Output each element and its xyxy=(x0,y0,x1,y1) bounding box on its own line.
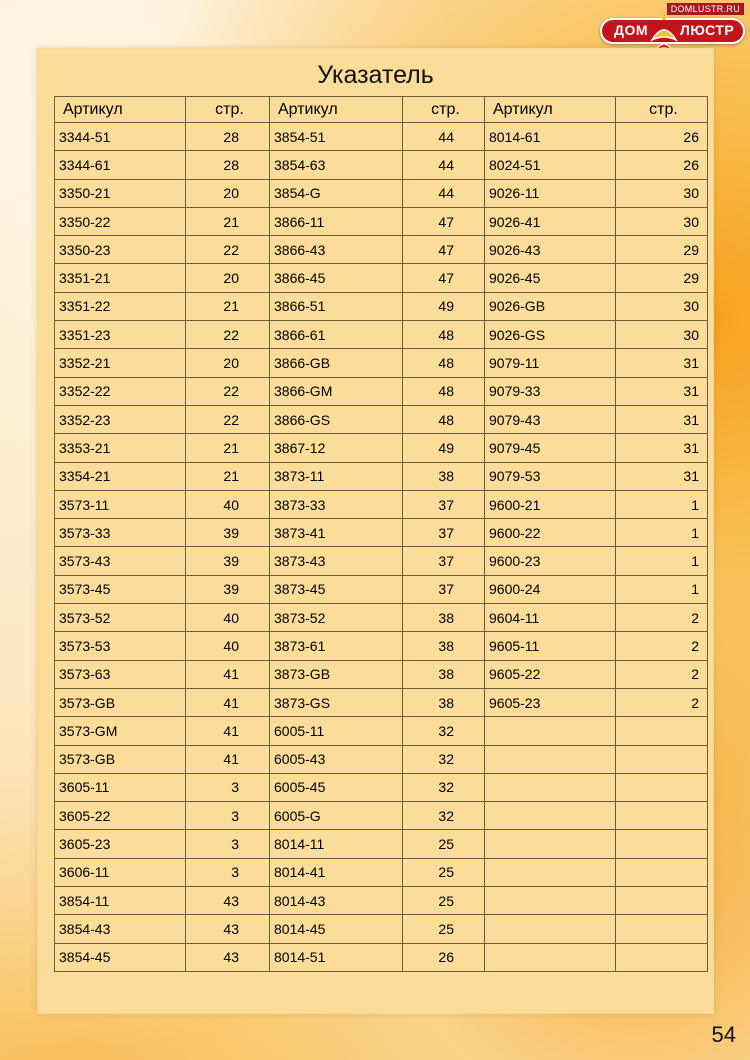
article-cell: 8014-11 xyxy=(270,830,403,858)
page-cell: 3 xyxy=(186,830,270,858)
page-cell: 43 xyxy=(186,943,270,971)
table-row xyxy=(55,292,708,320)
header-article: Артикул xyxy=(55,97,186,123)
page-cell: 38 xyxy=(403,660,485,688)
page-cell: 44 xyxy=(403,151,485,179)
table-row xyxy=(55,915,708,943)
article-cell: 3573-33 xyxy=(55,519,186,547)
page-cell: 44 xyxy=(403,179,485,207)
page-cell: 32 xyxy=(403,717,485,745)
page-cell: 1 xyxy=(616,575,708,603)
page-cell: 31 xyxy=(616,405,708,433)
article-cell: 8014-41 xyxy=(270,858,403,886)
article-cell: 3350-21 xyxy=(55,179,186,207)
article-cell: 3351-21 xyxy=(55,264,186,292)
page-cell: 31 xyxy=(616,349,708,377)
table-row xyxy=(55,405,708,433)
page-cell: 26 xyxy=(616,123,708,151)
article-cell: 3351-22 xyxy=(55,292,186,320)
page-cell: 38 xyxy=(403,688,485,716)
page-cell: 40 xyxy=(186,490,270,518)
article-cell: 9600-21 xyxy=(485,490,616,518)
table-row xyxy=(55,519,708,547)
page-cell: 28 xyxy=(186,151,270,179)
table-row xyxy=(55,943,708,971)
page-cell xyxy=(616,802,708,830)
article-cell: 3350-23 xyxy=(55,236,186,264)
page-cell: 31 xyxy=(616,462,708,490)
article-cell: 3353-21 xyxy=(55,434,186,462)
page-cell: 22 xyxy=(186,405,270,433)
page-cell: 41 xyxy=(186,660,270,688)
page-cell: 44 xyxy=(403,123,485,151)
article-cell: 3573-11 xyxy=(55,490,186,518)
header-page: стр. xyxy=(616,97,708,123)
page-cell: 25 xyxy=(403,830,485,858)
article-cell: 8024-51 xyxy=(485,151,616,179)
page-cell xyxy=(616,745,708,773)
page-cell: 39 xyxy=(186,547,270,575)
article-cell: 3573-52 xyxy=(55,604,186,632)
page-cell xyxy=(616,830,708,858)
article-cell: 3854-43 xyxy=(55,915,186,943)
page-cell: 38 xyxy=(403,604,485,632)
page-cell: 26 xyxy=(616,151,708,179)
article-cell: 3605-23 xyxy=(55,830,186,858)
article-cell xyxy=(485,802,616,830)
page-cell: 39 xyxy=(186,575,270,603)
page-cell: 2 xyxy=(616,604,708,632)
page-cell: 47 xyxy=(403,207,485,235)
page-cell: 25 xyxy=(403,858,485,886)
page-cell: 32 xyxy=(403,773,485,801)
article-cell: 9079-45 xyxy=(485,434,616,462)
article-cell: 3352-22 xyxy=(55,377,186,405)
article-cell: 3573-45 xyxy=(55,575,186,603)
page-cell: 40 xyxy=(186,604,270,632)
page-cell: 37 xyxy=(403,490,485,518)
page-cell: 22 xyxy=(186,236,270,264)
article-cell: 3873-GS xyxy=(270,688,403,716)
page-cell xyxy=(616,717,708,745)
page-cell: 25 xyxy=(403,887,485,915)
page-cell: 41 xyxy=(186,688,270,716)
header-page: стр. xyxy=(186,97,270,123)
index-table-body xyxy=(55,123,708,972)
table-row xyxy=(55,632,708,660)
table-header-row xyxy=(55,97,708,123)
page-cell xyxy=(616,887,708,915)
page-cell: 41 xyxy=(186,717,270,745)
article-cell: 9604-11 xyxy=(485,604,616,632)
article-cell: 3866-51 xyxy=(270,292,403,320)
article-cell: 3573-63 xyxy=(55,660,186,688)
page-cell xyxy=(616,943,708,971)
article-cell: 9600-23 xyxy=(485,547,616,575)
table-row xyxy=(55,547,708,575)
article-cell xyxy=(485,915,616,943)
article-cell: 3866-61 xyxy=(270,321,403,349)
page-cell: 29 xyxy=(616,264,708,292)
page-cell: 31 xyxy=(616,377,708,405)
page-cell: 22 xyxy=(186,377,270,405)
page-cell: 37 xyxy=(403,547,485,575)
page-cell: 38 xyxy=(403,462,485,490)
page-cell xyxy=(616,773,708,801)
article-cell: 3344-61 xyxy=(55,151,186,179)
article-cell: 9079-33 xyxy=(485,377,616,405)
article-cell: 3573-GB xyxy=(55,688,186,716)
table-row xyxy=(55,151,708,179)
page-cell: 1 xyxy=(616,519,708,547)
article-cell: 3351-23 xyxy=(55,321,186,349)
page-cell: 30 xyxy=(616,321,708,349)
article-cell: 3866-GS xyxy=(270,405,403,433)
index-table xyxy=(54,96,708,972)
page-cell: 43 xyxy=(186,887,270,915)
logo-word-right: ЛЮСТР xyxy=(680,22,735,38)
table-row xyxy=(55,575,708,603)
page-cell: 1 xyxy=(616,490,708,518)
article-cell: 3854-51 xyxy=(270,123,403,151)
page-cell: 30 xyxy=(616,179,708,207)
page-cell: 43 xyxy=(186,915,270,943)
page-title: Указатель xyxy=(317,61,434,89)
page-cell: 28 xyxy=(186,123,270,151)
article-cell: 3344-51 xyxy=(55,123,186,151)
article-cell xyxy=(485,830,616,858)
article-cell: 3873-61 xyxy=(270,632,403,660)
table-row xyxy=(55,490,708,518)
article-cell: 3873-11 xyxy=(270,462,403,490)
logo-word-left: ДОМ xyxy=(614,22,649,38)
article-cell xyxy=(485,887,616,915)
article-cell: 3573-GM xyxy=(55,717,186,745)
article-cell: 3866-45 xyxy=(270,264,403,292)
article-cell xyxy=(485,773,616,801)
table-row xyxy=(55,462,708,490)
page-cell: 32 xyxy=(403,802,485,830)
page-cell: 21 xyxy=(186,292,270,320)
article-cell: 9600-22 xyxy=(485,519,616,547)
header-article: Артикул xyxy=(270,97,403,123)
article-cell: 3873-45 xyxy=(270,575,403,603)
article-cell: 3573-43 xyxy=(55,547,186,575)
page-cell: 47 xyxy=(403,236,485,264)
page-cell: 48 xyxy=(403,349,485,377)
page-cell xyxy=(616,915,708,943)
article-cell: 9605-22 xyxy=(485,660,616,688)
page-cell: 37 xyxy=(403,519,485,547)
table-row xyxy=(55,236,708,264)
table-row xyxy=(55,604,708,632)
article-cell: 9026-GS xyxy=(485,321,616,349)
article-cell xyxy=(485,745,616,773)
table-row xyxy=(55,321,708,349)
page-cell: 48 xyxy=(403,405,485,433)
article-cell: 3854-45 xyxy=(55,943,186,971)
article-cell: 3873-43 xyxy=(270,547,403,575)
page-cell: 20 xyxy=(186,179,270,207)
page-cell: 2 xyxy=(616,688,708,716)
article-cell: 9026-41 xyxy=(485,207,616,235)
table-row xyxy=(55,434,708,462)
page-cell: 2 xyxy=(616,660,708,688)
table-row xyxy=(55,264,708,292)
article-cell: 3866-11 xyxy=(270,207,403,235)
page-cell: 49 xyxy=(403,292,485,320)
article-cell: 3866-GM xyxy=(270,377,403,405)
index-panel xyxy=(37,48,714,1014)
article-cell: 3354-21 xyxy=(55,462,186,490)
page-cell: 22 xyxy=(186,321,270,349)
page-cell: 48 xyxy=(403,377,485,405)
article-cell: 8014-43 xyxy=(270,887,403,915)
article-cell: 9079-43 xyxy=(485,405,616,433)
table-row xyxy=(55,802,708,830)
page-cell: 20 xyxy=(186,349,270,377)
article-cell xyxy=(485,858,616,886)
table-row xyxy=(55,377,708,405)
article-cell: 8014-51 xyxy=(270,943,403,971)
table-row xyxy=(55,858,708,886)
table-row xyxy=(55,830,708,858)
article-cell: 3854-G xyxy=(270,179,403,207)
table-row xyxy=(55,773,708,801)
page-cell: 20 xyxy=(186,264,270,292)
table-row xyxy=(55,717,708,745)
article-cell: 3866-GB xyxy=(270,349,403,377)
site-url: DOMLUSTR.RU xyxy=(667,3,744,15)
page-cell: 1 xyxy=(616,547,708,575)
article-cell: 9600-24 xyxy=(485,575,616,603)
article-cell: 6005-45 xyxy=(270,773,403,801)
article-cell: 9026-45 xyxy=(485,264,616,292)
article-cell: 3873-33 xyxy=(270,490,403,518)
page-cell: 3 xyxy=(186,802,270,830)
article-cell: 3352-23 xyxy=(55,405,186,433)
article-cell: 3873-52 xyxy=(270,604,403,632)
header-article: Артикул xyxy=(485,97,616,123)
page-cell: 30 xyxy=(616,207,708,235)
table-row xyxy=(55,179,708,207)
article-cell: 3350-22 xyxy=(55,207,186,235)
article-cell: 3873-GB xyxy=(270,660,403,688)
article-cell: 3866-43 xyxy=(270,236,403,264)
article-cell: 9026-GB xyxy=(485,292,616,320)
article-cell: 3854-63 xyxy=(270,151,403,179)
article-cell: 6005-11 xyxy=(270,717,403,745)
page-cell: 38 xyxy=(403,632,485,660)
page-cell: 39 xyxy=(186,519,270,547)
page-cell: 30 xyxy=(616,292,708,320)
article-cell xyxy=(485,717,616,745)
article-cell: 9026-11 xyxy=(485,179,616,207)
page-cell: 49 xyxy=(403,434,485,462)
page-cell: 3 xyxy=(186,858,270,886)
page-cell: 29 xyxy=(616,236,708,264)
article-cell xyxy=(485,943,616,971)
page-cell: 21 xyxy=(186,207,270,235)
article-cell: 9026-43 xyxy=(485,236,616,264)
article-cell: 6005-G xyxy=(270,802,403,830)
table-row xyxy=(55,688,708,716)
table-row xyxy=(55,887,708,915)
article-cell: 9079-53 xyxy=(485,462,616,490)
article-cell: 8014-45 xyxy=(270,915,403,943)
table-row xyxy=(55,207,708,235)
page-cell: 2 xyxy=(616,632,708,660)
article-cell: 3867-12 xyxy=(270,434,403,462)
table-row xyxy=(55,745,708,773)
article-cell: 3352-21 xyxy=(55,349,186,377)
article-cell: 3854-11 xyxy=(55,887,186,915)
article-cell: 3873-41 xyxy=(270,519,403,547)
page-cell: 48 xyxy=(403,321,485,349)
page-cell: 47 xyxy=(403,264,485,292)
article-cell: 3606-11 xyxy=(55,858,186,886)
header-page: стр. xyxy=(403,97,485,123)
page-cell xyxy=(616,858,708,886)
page-cell: 21 xyxy=(186,462,270,490)
article-cell: 3605-11 xyxy=(55,773,186,801)
article-cell: 3605-22 xyxy=(55,802,186,830)
page-cell: 31 xyxy=(616,434,708,462)
page-number: 54 xyxy=(711,1022,736,1047)
article-cell: 9605-11 xyxy=(485,632,616,660)
page-cell: 26 xyxy=(403,943,485,971)
table-row xyxy=(55,123,708,151)
article-cell: 6005-43 xyxy=(270,745,403,773)
page-cell: 37 xyxy=(403,575,485,603)
table-row xyxy=(55,660,708,688)
page-cell: 21 xyxy=(186,434,270,462)
article-cell: 9605-23 xyxy=(485,688,616,716)
page-cell: 25 xyxy=(403,915,485,943)
table-row xyxy=(55,349,708,377)
page-cell: 41 xyxy=(186,745,270,773)
article-cell: 3573-53 xyxy=(55,632,186,660)
page-cell: 40 xyxy=(186,632,270,660)
page-cell: 32 xyxy=(403,745,485,773)
page-cell: 3 xyxy=(186,773,270,801)
article-cell: 8014-61 xyxy=(485,123,616,151)
article-cell: 9079-11 xyxy=(485,349,616,377)
article-cell: 3573-GB xyxy=(55,745,186,773)
